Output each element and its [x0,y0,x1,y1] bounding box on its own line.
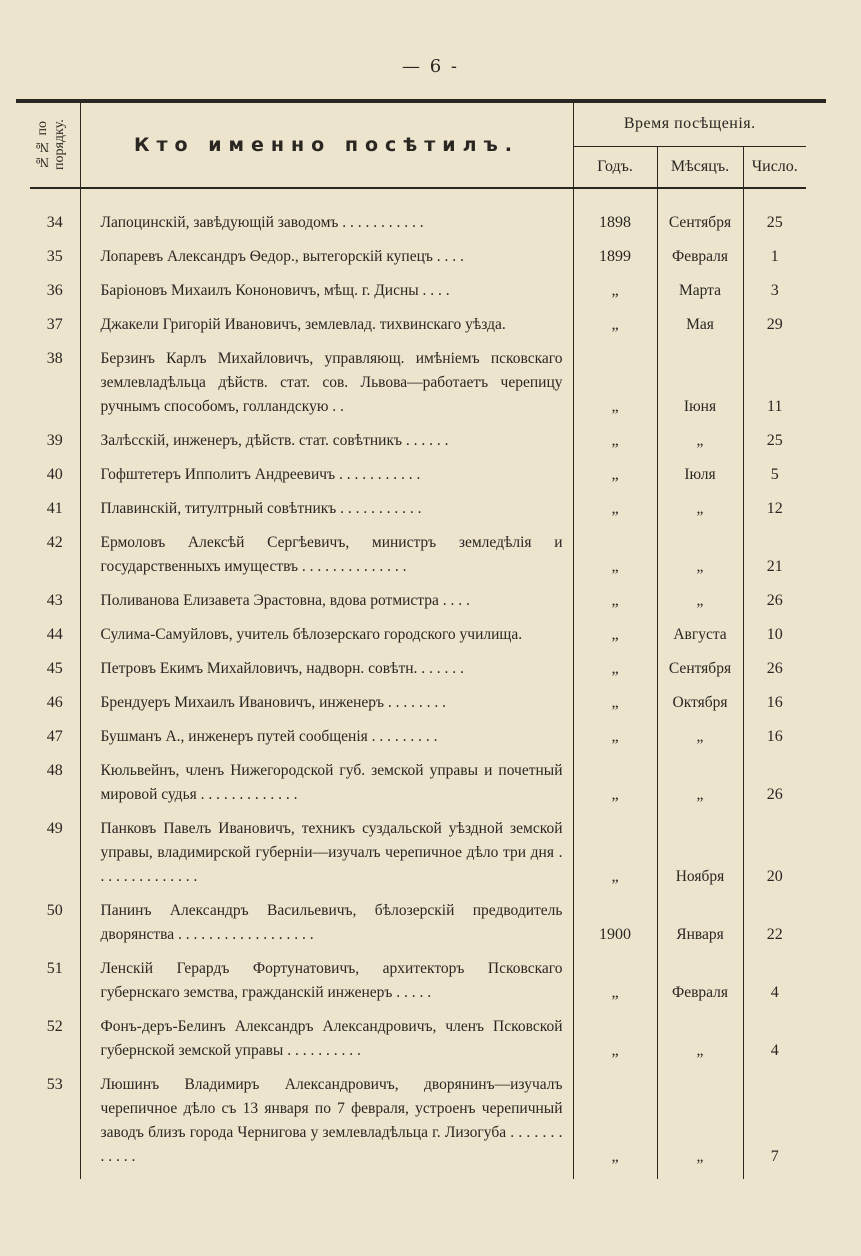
row-month: Октября [657,691,743,725]
row-year: „ [573,957,657,1015]
row-year: „ [573,691,657,725]
row-day: 11 [767,398,783,415]
row-visitor: Джакели Григорій Ивановичъ, землевлад. тихвинскаго уѣзда. [80,313,573,347]
row-day: 21 [766,558,783,575]
row-year: „ [573,313,657,347]
table-row [30,957,806,1015]
row-visitor: Брендуеръ Михаилъ Ивановичъ, инженеръ . . . . . . . . [80,691,573,725]
table-row [30,759,806,817]
header-num-label: №№ по порядку. [35,119,67,171]
row-number: 46 [30,691,80,725]
row-day: 26 [766,660,783,677]
row-month: Іюля [657,463,743,497]
row-number: 40 [30,463,80,497]
row-number: 36 [30,279,80,313]
row-month: „ [657,429,743,463]
table-row [30,817,806,899]
row-day: 16 [766,728,783,745]
row-year: „ [573,429,657,463]
row-month: „ [657,497,743,531]
row-number: 44 [30,623,80,657]
header-num [30,103,80,188]
row-year: 1899 [573,245,657,279]
row-month: „ [657,1073,743,1179]
row-visitor: Сулима-Самуйловъ, учитель бѣлозерскаго городского училища. [80,623,573,657]
row-day: 26 [766,786,783,803]
table-row [30,623,806,657]
row-visitor: Кюльвейнъ, членъ Нижегородской губ. земской управы и почетный мировой судья . . . . . . . . . . . . . [80,759,573,817]
row-year: „ [573,589,657,623]
row-month: Сентября [657,211,743,245]
row-number: 42 [30,531,80,589]
header-month: Мѣсяцъ. [657,146,743,188]
table-spacer [30,188,806,211]
row-visitor: Петровъ Екимъ Михайловичъ, надворн. совѣтн. . . . . . . [80,657,573,691]
table-row [30,211,806,245]
row-number: 38 [30,347,80,429]
row-year: „ [573,463,657,497]
table-row [30,497,806,531]
table-row [30,313,806,347]
row-month: Іюня [657,347,743,429]
row-day: 29 [766,316,783,333]
row-number: 52 [30,1015,80,1073]
row-month: „ [657,589,743,623]
row-month: Января [657,899,743,957]
row-visitor: Гофштетеръ Ипполитъ Андреевичъ . . . . . . . . . . . [80,463,573,497]
table-row [30,899,806,957]
row-month: „ [657,759,743,817]
row-month: Ноября [657,817,743,899]
page-number: — 6 - [402,56,459,77]
row-day: 26 [766,592,783,609]
row-number: 37 [30,313,80,347]
header-day: Число. [743,146,806,188]
row-month: Февраля [657,245,743,279]
table-header [30,103,806,188]
row-visitor: Бушманъ А., инженеръ путей сообщенія . . . . . . . . . [80,725,573,759]
table-body [30,188,806,1179]
row-visitor: Ермоловъ Алексѣй Сергѣевичъ, министръ земледѣлія и государственныхъ имуществъ . . . . . . . . . . . . . . [80,531,573,589]
row-day: 1 [770,248,779,265]
row-visitor: Панинъ Александръ Васильевичъ, бѣлозерскій предводитель дворянства . . . . . . . . . . . . . . . . . . [80,899,573,957]
visitors-table [30,103,806,1179]
row-day: 10 [766,626,783,643]
row-visitor: Баріоновъ Михаилъ Кононовичъ, мѣщ. г. Дисны . . . . [80,279,573,313]
row-month: Сентября [657,657,743,691]
row-year: „ [573,759,657,817]
table-row [30,279,806,313]
row-number: 41 [30,497,80,531]
row-visitor: Фонъ-деръ-Белинъ Александръ Александровичъ, членъ Псковской губернской земской управы . . . . . . . . . . [80,1015,573,1073]
row-number: 49 [30,817,80,899]
row-number: 35 [30,245,80,279]
row-number: 45 [30,657,80,691]
row-day: 4 [770,984,779,1001]
row-year: „ [573,279,657,313]
row-number: 39 [30,429,80,463]
visitors-table-container [30,103,806,1179]
table-row [30,463,806,497]
row-number: 47 [30,725,80,759]
table-row [30,245,806,279]
row-day: 5 [770,466,779,483]
row-year: 1898 [573,211,657,245]
table-row [30,657,806,691]
row-year: „ [573,623,657,657]
row-visitor: Берзинъ Карлъ Михайловичъ, управляющ. имѣніемъ псковскаго землевладѣльца дѣйств. стат. сов. Львова—работаетъ черепицу ручнымъ способомъ, голландскую . . [80,347,573,429]
table-row [30,429,806,463]
row-number: 34 [30,211,80,245]
row-month: „ [657,1015,743,1073]
row-day: 7 [770,1148,779,1165]
table-row [30,691,806,725]
table-row [30,347,806,429]
row-number: 48 [30,759,80,817]
row-day: 4 [770,1042,779,1059]
row-number: 43 [30,589,80,623]
row-visitor: Люшинъ Владимиръ Александровичъ, дворянинъ—изучалъ черепичное дѣло съ 13 января по 7 февраля, устроенъ черепичный заводъ близъ города Чернигова у землевладѣльца г. Лизогуба . . . . . . . . . . . . [80,1073,573,1179]
row-visitor: Лапоцинскій, завѣдующій заводомъ . . . . . . . . . . . [80,211,573,245]
table-row [30,1015,806,1073]
row-number: 51 [30,957,80,1015]
row-number: 53 [30,1073,80,1179]
row-year: „ [573,1073,657,1179]
table-row [30,725,806,759]
row-visitor: Поливанова Елизавета Эрастовна, вдова ротмистра . . . . [80,589,573,623]
header-time: Время посѣщенія. [573,103,806,146]
row-month: „ [657,531,743,589]
row-month: Февраля [657,957,743,1015]
row-visitor: Ленскій Герардъ Фортунатовичъ, архитекторъ Псковскаго губернскаго земства, гражданскій инженеръ . . . . . [80,957,573,1015]
row-number: 50 [30,899,80,957]
row-day: 25 [766,214,783,231]
table-row [30,1073,806,1179]
row-month: Мая [657,313,743,347]
row-day: 3 [770,282,779,299]
row-day: 25 [766,432,783,449]
row-year: „ [573,1015,657,1073]
row-month: Марта [657,279,743,313]
table-row [30,589,806,623]
row-day: 20 [766,868,783,885]
row-day: 16 [766,694,783,711]
row-year: 1900 [573,899,657,957]
row-visitor: Залѣсскій, инженеръ, дѣйств. стат. совѣтникъ . . . . . . [80,429,573,463]
row-year: „ [573,817,657,899]
row-year: „ [573,657,657,691]
row-day: 12 [766,500,783,517]
row-day: 22 [766,926,783,943]
row-visitor: Панковъ Павелъ Ивановичъ, техникъ суздальской уѣздной земской управы, владимирской губерніи—изучалъ черепичное дѣло три дня . . . . . . . . . . . . . . [80,817,573,899]
row-visitor: Плавинскій, титултрный совѣтникъ . . . . . . . . . . . [80,497,573,531]
table-row [30,531,806,589]
row-month: Августа [657,623,743,657]
row-year: „ [573,347,657,429]
header-who: Кто именно посѣтилъ. [80,103,573,188]
row-year: „ [573,497,657,531]
row-year: „ [573,725,657,759]
row-month: „ [657,725,743,759]
header-year: Годъ. [573,146,657,188]
row-visitor: Лопаревъ Александръ Ѳедор., вытегорскій купецъ . . . . [80,245,573,279]
row-year: „ [573,531,657,589]
